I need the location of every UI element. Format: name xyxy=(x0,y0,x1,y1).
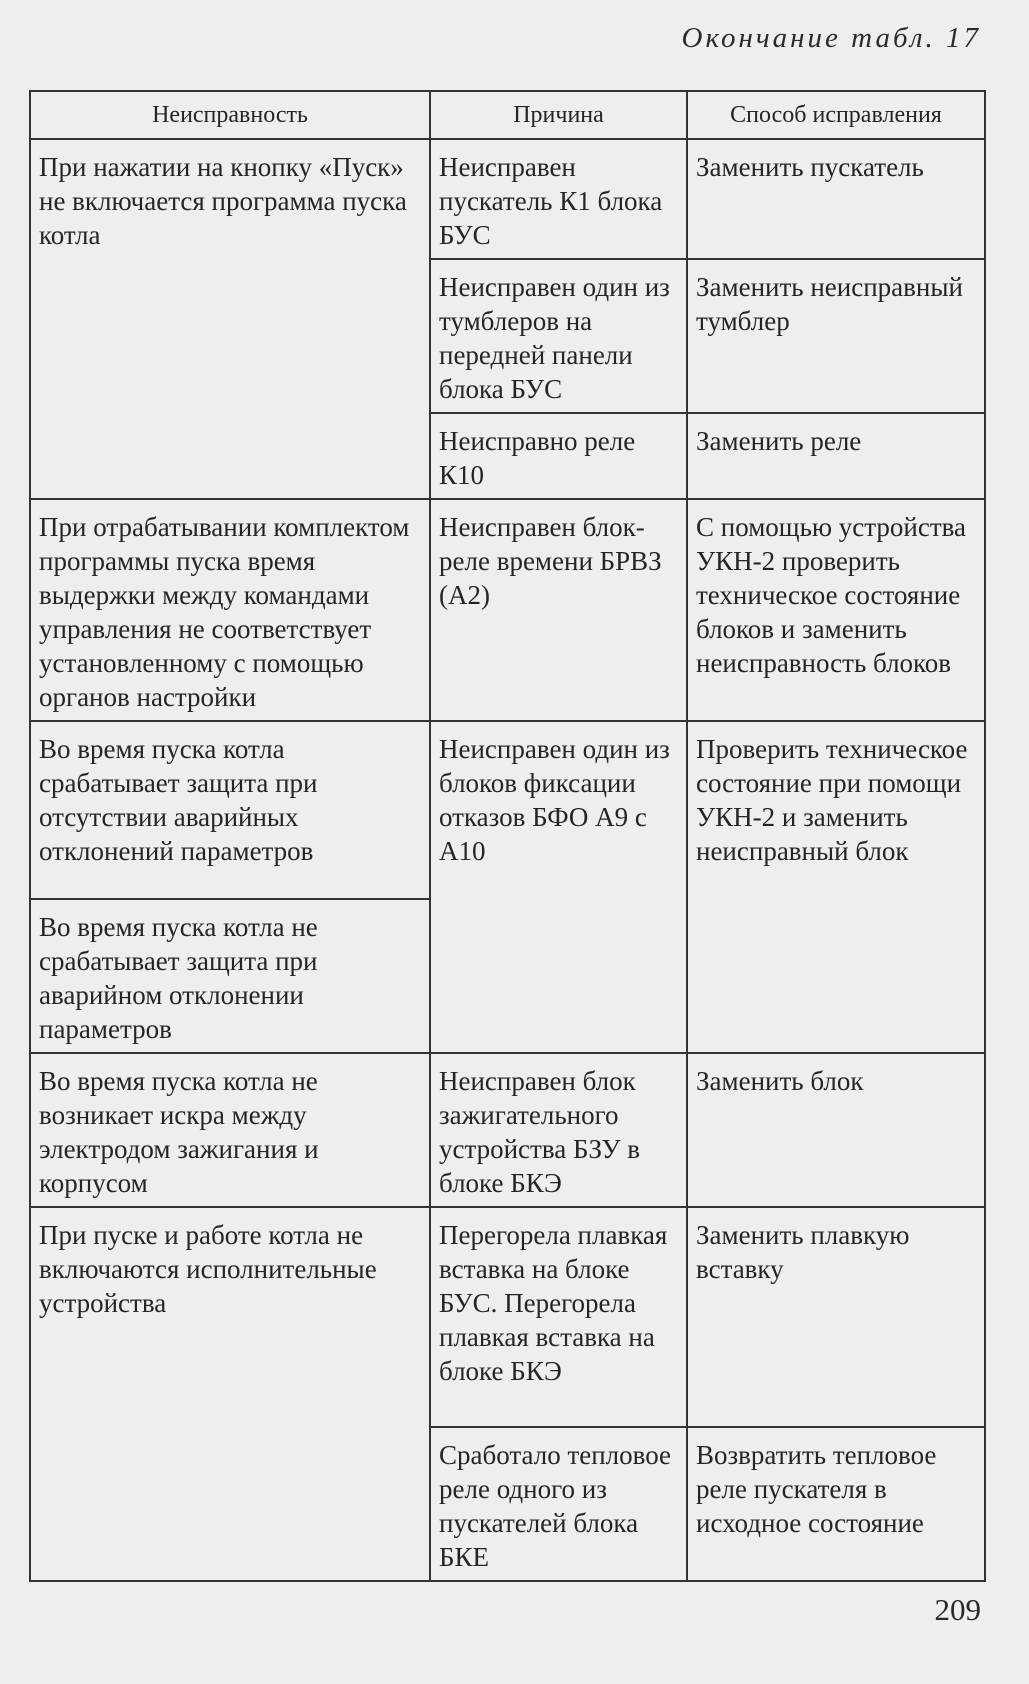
header-fix: Способ исправления xyxy=(687,91,985,139)
fix-cell: С помощью устройства УКН-2 проверить техническое состояние блоков и заменить неисправность блоков xyxy=(687,499,985,721)
fault-cell: Во время пуска котла не возникает искра между электродом зажигания и корпусом xyxy=(30,1053,430,1207)
fix-cell: Заменить неисправный тумблер xyxy=(687,259,985,413)
fix-cell: Заменить реле xyxy=(687,413,985,499)
cause-cell: Неисправен блок-реле времени БРВЗ (А2) xyxy=(430,499,687,721)
table-row xyxy=(30,139,985,259)
fault-cell: При отрабатывании комплектом программы пуска время выдержки между командами управления не соответствует установленному с помощью органов настройки xyxy=(30,499,430,721)
fix-cell: Заменить блок xyxy=(687,1053,985,1207)
cause-cell: Перегорела плавкая вставка на блоке БУС. Перегорела плавкая вставка на блоке БКЭ xyxy=(430,1207,687,1427)
cause-cell: Неисправен один из блоков фиксации отказов БФО А9 с А10 xyxy=(430,721,687,1053)
header-fault: Неисправность xyxy=(30,91,430,139)
cause-cell: Сработало тепловое реле одного из пускателей блока БКЕ xyxy=(430,1427,687,1581)
table-row xyxy=(30,1053,985,1207)
header-cause: Причина xyxy=(430,91,687,139)
fix-cell: Проверить техническое состояние при помощи УКН-2 и заменить неисправный блок xyxy=(687,721,985,1053)
table-header-row xyxy=(30,91,985,139)
table-row xyxy=(30,1207,985,1427)
table-row xyxy=(30,499,985,721)
cause-cell: Неисправен один из тумблеров на передней панели блока БУС xyxy=(430,259,687,413)
cause-cell: Неисправно реле К10 xyxy=(430,413,687,499)
fault-table xyxy=(29,90,986,1582)
table-row xyxy=(30,721,985,899)
page-number: 209 xyxy=(934,1592,981,1627)
fix-cell: Заменить плавкую вставку xyxy=(687,1207,985,1427)
fault-cell: При пуске и работе котла не включаются исполнительные устройства xyxy=(30,1207,430,1581)
fault-cell: Во время пуска котла не срабатывает защита при аварийном отклонении параметров xyxy=(30,899,430,1053)
cause-cell: Неисправен пускатель К1 блока БУС xyxy=(430,139,687,259)
fix-cell: Заменить пускатель xyxy=(687,139,985,259)
fault-cell: Во время пуска котла срабатывает защита при отсутствии аварийных отклонений параметров xyxy=(30,721,430,899)
fix-cell: Возвратить тепловое реле пускателя в исходное состояние xyxy=(687,1427,985,1581)
table-caption: Окончание табл. 17 xyxy=(681,22,981,54)
cause-cell: Неисправен блок зажигательного устройства БЗУ в блоке БКЭ xyxy=(430,1053,687,1207)
fault-cell: При нажатии на кнопку «Пуск» не включается программа пуска котла xyxy=(30,139,430,499)
